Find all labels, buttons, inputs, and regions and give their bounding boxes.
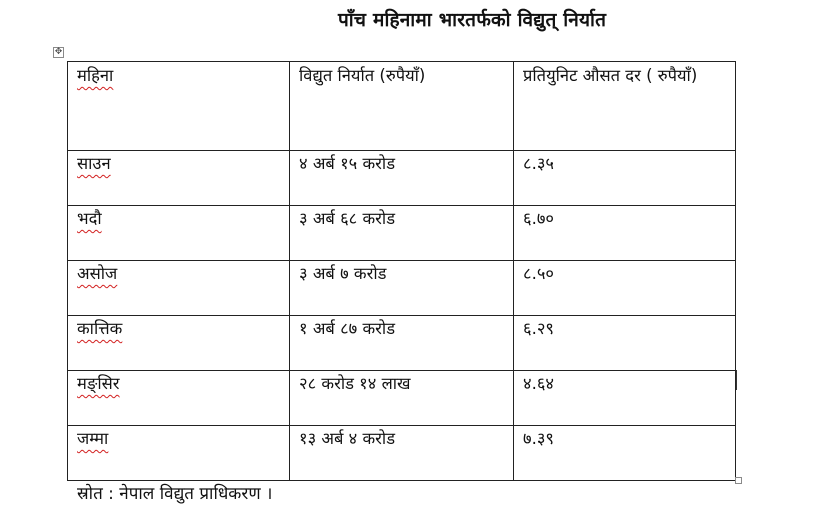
- cell-export-text: ३ अर्ब ६८ करोड: [299, 209, 396, 228]
- cell-month: [68, 206, 290, 261]
- cell-rate: [514, 151, 736, 206]
- header-cell-export: [290, 62, 514, 151]
- header-cell-month: [68, 62, 290, 151]
- cell-export: [290, 426, 514, 481]
- cell-month: [68, 316, 290, 371]
- table-row: [68, 206, 736, 261]
- header-month-text: महिना: [77, 66, 114, 85]
- cell-export: [290, 371, 514, 426]
- cell-export-text: १३ अर्ब ४ करोड: [299, 429, 396, 448]
- table-row: [68, 316, 736, 371]
- cell-export: [290, 151, 514, 206]
- cell-rate-text: ७.३९: [523, 429, 554, 448]
- cell-rate: [514, 261, 736, 316]
- cell-month-text: साउन: [77, 154, 111, 173]
- cell-export-text: २८ करोड १४ लाख: [299, 374, 411, 393]
- cell-month-text: कात्तिक: [77, 319, 123, 338]
- table-move-icon[interactable]: ✥: [54, 47, 63, 57]
- cell-month-text: असोज: [77, 264, 118, 283]
- cell-month: [68, 261, 290, 316]
- cell-rate-text: ४.६४: [523, 374, 554, 393]
- table-row: [68, 261, 736, 316]
- cell-month-text: जम्मा: [77, 429, 109, 448]
- cell-rate: [514, 316, 736, 371]
- cell-export-text: १ अर्ब ८७ करोड: [299, 319, 396, 338]
- table-header-row: [68, 62, 736, 151]
- cell-export: [290, 261, 514, 316]
- cell-export-text: ४ अर्ब १५ करोड: [299, 154, 396, 173]
- table-row: [68, 151, 736, 206]
- cell-month-text: भदौ: [77, 209, 102, 228]
- export-table: [67, 61, 736, 481]
- cell-export: [290, 206, 514, 261]
- cell-rate: [514, 206, 736, 261]
- header-rate-text: प्रतियुनिट औसत दर ( रुपैयाँ): [523, 66, 698, 85]
- text-cursor: [736, 370, 737, 390]
- cell-rate-text: ८.३५: [523, 154, 554, 173]
- cell-rate-text: ६.२९: [523, 319, 554, 338]
- table-row: [68, 426, 736, 481]
- cell-month: [68, 426, 290, 481]
- cell-month-text: मङ्सिर: [77, 374, 120, 393]
- cell-export: [290, 316, 514, 371]
- cell-export-text: ३ अर्ब ७ करोड: [299, 264, 387, 283]
- table-row: [68, 371, 736, 426]
- source-note: स्रोत : नेपाल विद्युत प्राधिकरण ।: [77, 484, 273, 504]
- cell-rate: [514, 426, 736, 481]
- header-export-text: विद्युत निर्यात (रुपैयाँ): [299, 66, 426, 85]
- cell-month: [68, 371, 290, 426]
- cell-month: [68, 151, 290, 206]
- header-cell-rate: [514, 62, 736, 151]
- cell-rate-text: ६.७०: [523, 209, 554, 228]
- cell-rate: [514, 371, 736, 426]
- document-title: पाँच महिनामा भारतर्फको विद्युत् निर्यात: [338, 9, 607, 31]
- table-resize-handle-icon[interactable]: [735, 477, 742, 484]
- cell-rate-text: ८.५०: [523, 264, 554, 283]
